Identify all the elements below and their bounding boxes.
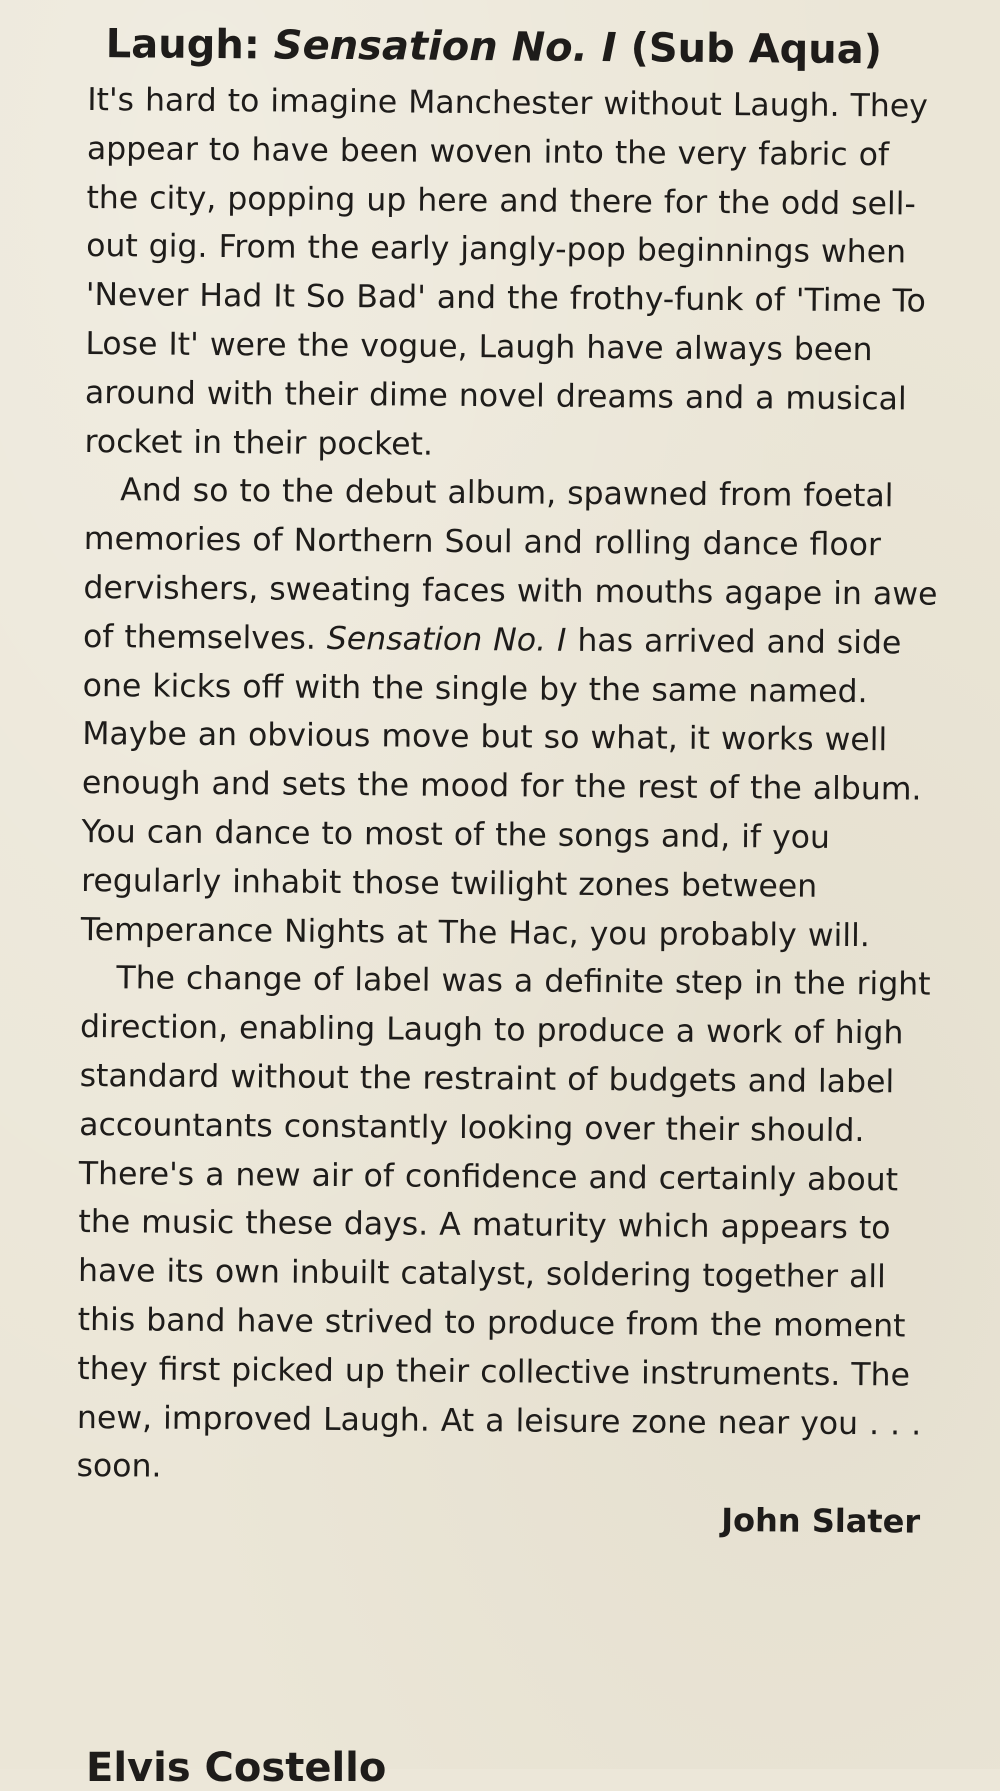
record-label: (Sub Aqua) [630, 25, 883, 74]
album-title-inline: Sensation No. I [326, 620, 567, 659]
review-paragraph-3: The change of label was a definite step in the right direction, enabling Laugh to produce a work of high standard without the restraint of budgets and label accountants constantly looking over their should. There's a new air of confidence and certainly about the music these days. A maturity which appears to have its own inbuilt catalyst, soldering together all this band have strived to produce from the moment they first picked up their collective instruments. The new, improved Laugh. At a leisure zone near you . . . soon. [76, 960, 931, 1485]
next-review-headline-fragment: Elvis Costello [86, 1745, 387, 1791]
review-paragraph-1: It's hard to imagine Manchester without Laugh. They appear to have been woven into the very fabric of the city, popping up here and there for the odd sell-out gig. From the early jangly-pop beginnings when 'Never Had It So Bad' and the frothy-funk of 'Time To Lose It' were the vogue, Laugh have always been around with their dime novel dreams and a musical rocket in their pocket. [84, 81, 928, 463]
paragraph-2-text-a: And so to the debut album, spawned from foetal memories of Northern Soul and rolling dance floor dervishers, sweating faces with mouths agape in awe of themselves. [82, 472, 938, 657]
band-name: Laugh: [105, 21, 260, 69]
album-title: Sensation No. I [273, 22, 617, 72]
album-review [76, 12, 950, 1546]
review-byline: John Slater [721, 1501, 921, 1541]
paragraph-2-text-b: has arrived and side one kicks off with the single by the same named. Maybe an obvious move but so what, it works well enough and sets the mood for the rest of the album. You can dance to most of the songs and, if you regularly inhabit those twilight zones between Temperance Nights at The Hac, you probably will. [80, 622, 922, 954]
review-paragraph-2 [81, 466, 947, 961]
review-headline [105, 12, 949, 83]
